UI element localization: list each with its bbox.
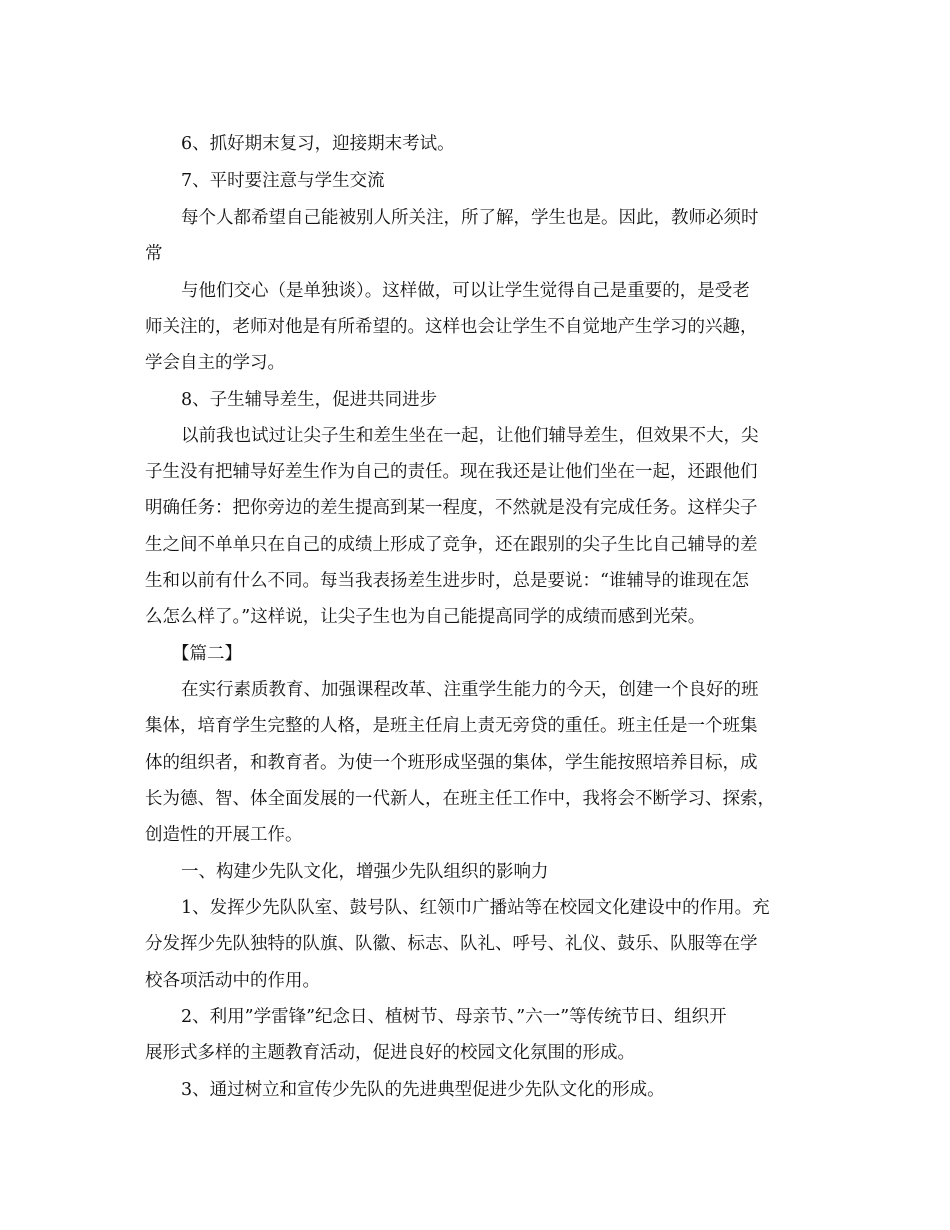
section-heading: 【篇二】	[172, 644, 242, 664]
list-item-2: 2、利用”学雷锋”纪念日、植树节、母亲节、”六一”等传统节日、组织开	[181, 1007, 727, 1027]
paragraph-line: 展形式多样的主题教育活动，促进良好的校园文化氛围的形成。	[145, 1043, 635, 1063]
paragraph-line: 么怎么样了。”这样说，让尖子生也为自己能提高同学的成绩而感到光荣。	[145, 607, 706, 627]
paragraph-line: 子生没有把辅导好差生作为自己的责任。现在我还是让他们坐在一起，还跟他们	[145, 462, 758, 482]
paragraph-line: 明确任务：把你旁边的差生提高到某一程度，不然就是没有完成任务。这样尖子	[145, 498, 758, 518]
list-item-8-heading: 8、子生辅导差生，促进共同进步	[181, 390, 438, 410]
paragraph-line: 生和以前有什么不同。每当我表扬差生进步时，总是要说：“谁辅导的谁现在怎	[145, 571, 749, 591]
paragraph-line: 师关注的，老师对他是有所希望的。这样也会让学生不自觉地产生学习的兴趣，	[145, 317, 758, 337]
list-item-1: 1、发挥少先队队室、鼓号队、红领巾广播站等在校园文化建设中的作用。充	[181, 898, 770, 918]
paragraph-line: 以前我也试过让尖子生和差生坐在一起，让他们辅导差生，但效果不大，尖	[181, 426, 759, 446]
paragraph-line: 学会自主的学习。	[145, 353, 285, 373]
paragraph-line: 常	[145, 244, 163, 264]
paragraph-line: 体的组织者，和教育者。为使一个班形成坚强的集体，学生能按照培养目标，成	[145, 753, 758, 773]
list-item-3: 3、通过树立和宣传少先队的先进典型促进少先队文化的形成。	[181, 1080, 665, 1100]
paragraph-line: 与他们交心（是单独谈）。这样做，可以让学生觉得自己是重要的，是受老	[181, 281, 750, 301]
list-item-7-heading: 7、平时要注意与学生交流	[181, 171, 385, 191]
paragraph-line: 分发挥少先队独特的队旗、队徽、标志、队礼、呼号、礼仪、鼓乐、队服等在学	[145, 934, 758, 954]
list-item-6: 6、抓好期末复习，迎接期末考试。	[181, 134, 455, 154]
paragraph-line: 在实行素质教育、加强课程改革、注重学生能力的今天，创建一个良好的班	[181, 680, 759, 700]
paragraph-line: 校各项活动中的作用。	[145, 971, 320, 991]
paragraph-line: 长为德、智、体全面发展的一代新人，在班主任工作中，我将会不断学习、探索，	[145, 789, 775, 809]
paragraph-line: 生之间不单单只在自己的成绩上形成了竞争，还在跟别的尖子生比自己辅导的差	[145, 535, 758, 555]
paragraph-line: 每个人都希望自己能被别人所关注，所了解，学生也是。因此，教师必须时	[181, 208, 759, 228]
paragraph-line: 创造性的开展工作。	[145, 825, 303, 845]
paragraph-line: 集体，培育学生完整的人格，是班主任肩上责无旁贷的重任。班主任是一个班集	[145, 716, 758, 736]
subsection-heading: 一、构建少先队文化，增强少先队组织的影响力	[181, 862, 549, 882]
